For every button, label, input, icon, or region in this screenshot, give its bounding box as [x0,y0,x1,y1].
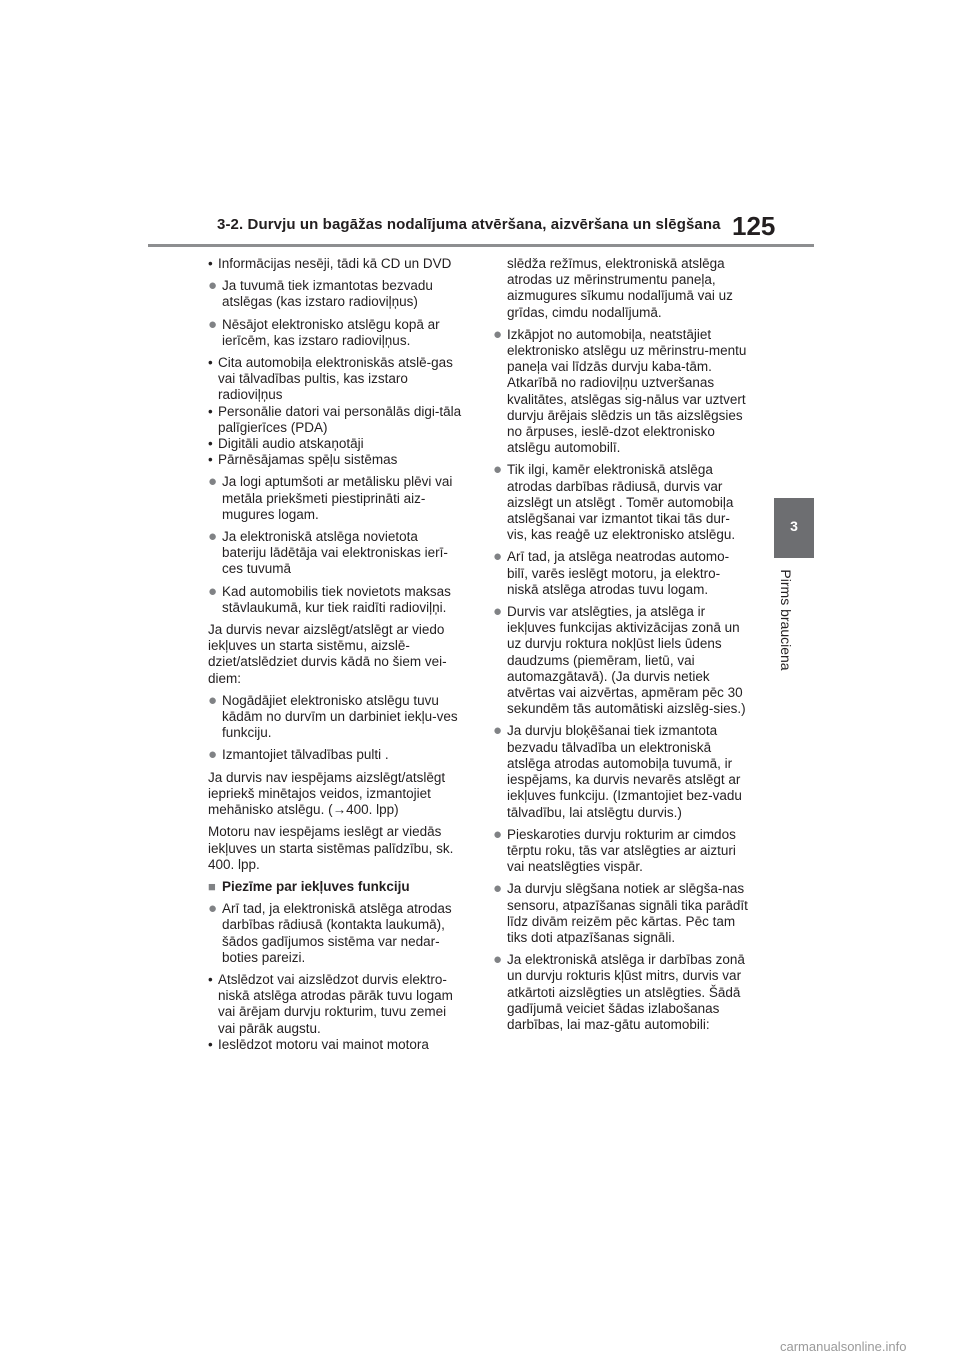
paragraph-text: Izmantojiet tālvadības pulti . [222,747,389,763]
paragraph-text: Arī tad, ja elektroniskā atslēga atrodas darbības rādiusā (kontakta laukumā), šādos gadījumos sistēma var nedar-boties pareizi. [222,901,452,965]
list-item [208,404,463,436]
bullet-circle-icon: ● [208,315,218,333]
paragraph-text: Nogādājiet elektronisko atslēgu tuvu kādām no durvīm un darbiniet iekļu-ves funkciju. [222,692,458,741]
bullet-paragraph [208,529,463,578]
header-divider [148,244,814,247]
right-column [493,256,748,1039]
list-item [208,355,463,404]
page-number: 125 [732,211,776,241]
bullet-paragraph [208,584,463,616]
list-dot-icon: • [208,452,213,468]
paragraph-text: Ieslēdzot motoru vai mainot motora [218,1036,429,1052]
list-dot-icon: • [208,355,213,371]
bullet-paragraph [493,604,748,717]
list-dot-icon: • [208,436,213,452]
bullet-circle-icon: ● [493,825,503,843]
paragraph-text: Pieskaroties durvju rokturim ar cimdos tērptu roku, tās var atslēgties ar aizturi vai neatslēgties vispār. [507,826,736,875]
paragraph-text: Pārnēsājamas spēļu sistēmas [218,452,398,468]
paragraph [208,622,463,687]
paragraph-text: Ja durvju bloķēšanai tiek izmantota bezvadu tālvadība un elektroniskā atslēga atrodas automobiļa tuvumā, ir iespējams, ka durvis nevarēs atslēgt ar iekļuves funkciju. (Izmantojiet bez-vadu tālvadību, lai atslēgtu durvis.) [507,723,742,820]
bullet-circle-icon: ● [208,473,218,491]
paragraph-text: Digitāli audio atskaņotāji [218,436,364,452]
bullet-paragraph [208,317,463,349]
bullet-paragraph [493,723,748,820]
paragraph-text: Arī tad, ja atslēga neatrodas automo-bilī, varēs ieslēgt motoru, ja elektro-niskā atslēga atrodas tuvu logam. [507,549,730,597]
bullet-paragraph [208,693,463,742]
bullet-paragraph [493,549,748,598]
section-title: 3-2. Durvju un bagāžas nodalījuma atvēršana, aizvēršana un slēgšana [217,216,721,233]
paragraph-text: Nēsājot elektronisko atslēgu kopā ar ierīcēm, kas izstaro radioviļņus. [222,316,440,348]
list-item [208,256,463,272]
list-item [208,1037,463,1053]
heading-square-icon: ■ [208,878,216,894]
bullet-circle-icon: ● [493,951,503,969]
bullet-circle-icon: ● [493,722,503,740]
paragraph [493,256,748,321]
list-item [208,436,463,452]
bullet-circle-icon: ● [208,277,218,295]
paragraph-text: Kad automobilis tiek novietots maksas stāvlaukumā, kur tiek raidīti radioviļņi. [222,583,451,615]
left-column [208,256,463,1059]
paragraph-text: Piezīme par iekļuves funkciju [222,878,410,894]
chapter-tab-number: 3 [790,518,798,534]
bullet-paragraph [493,827,748,876]
bullet-paragraph [208,747,463,763]
paragraph-text: Ja elektroniskā atslēga novietota bateriju lādētāja vai elektroniskas ierī-ces tuvumā [222,529,448,577]
bullet-paragraph [208,901,463,966]
paragraph-text: Personālie datori vai personālās digi-tāla palīgierīces (PDA) [218,403,462,435]
bullet-circle-icon: ● [208,746,218,764]
bullet-paragraph [208,278,463,310]
paragraph-text: Ja elektroniskā atslēga ir darbības zonā un durvju rokturis kļūst mitrs, durvis var atkārtoti aizslēgties un atslēgties. Šādā gadījumā veiciet šādas izlabošanas darbības, lai maz-gātu automobili: [507,952,745,1032]
bullet-paragraph [493,952,748,1033]
bullet-circle-icon: ● [493,880,503,898]
list-item [208,972,463,1037]
bullet-circle-icon: ● [208,582,218,600]
bullet-circle-icon: ● [493,548,503,566]
list-dot-icon: • [208,403,213,419]
paragraph-text: Informācijas nesēji, tādi kā CD un DVD [218,256,452,271]
list-dot-icon: • [208,256,213,271]
list-dot-icon: • [208,971,213,987]
subsection-heading [208,879,463,895]
bullet-circle-icon: ● [208,900,218,918]
paragraph-text: Ja tuvumā tiek izmantotas bezvadu atslēgas (kas izstaro radioviļņus) [222,278,433,310]
list-item [208,452,463,468]
bullet-circle-icon: ● [208,691,218,709]
paragraph-text: Ja logi aptumšoti ar metālisku plēvi vai metāla priekšmeti piestiprināti aiz-mugures logam. [222,474,453,522]
chapter-tab[interactable] [774,498,814,558]
bullet-paragraph [208,474,463,523]
bullet-circle-icon: ● [493,325,503,343]
chapter-tab-label: Pirms brauciena [778,569,794,671]
paragraph-text: Tik ilgi, kamēr elektroniskā atslēga atrodas darbības rādiusā, durvis var aizslēgt un atslēgt . Tomēr automobiļa atslēgšanai var izmantot tikai tās dur-vis, kas reaģē uz elektronisko atslēgu. [507,462,736,543]
watermark: carmanualsonline.info [780,1339,907,1354]
bullet-paragraph [493,327,748,457]
paragraph-text: Durvis var atslēgties, ja atslēga ir iekļuves funkcijas aktivizācijas zonā un uz durvju roktura nokļūst liels ūdens daudzums (piemēram, lietū, vai automazgātavā). (Ja durvis netiek atvērtas vai aizvērtas, apmēram pēc 30 sekundēm tās automātiski aizslēg-sies.) [507,604,746,717]
paragraph-text: Izkāpjot no automobiļa, neatstājiet elektronisko atslēgu uz mērinstru-mentu paneļa vai līdzās durvju kaba-tām. Atkarībā no radioviļņu uztveršanas kvalitātes, atslēgas sig-nālus var uztvert durvju ārējais slēdzis un tās aizslēgsies no ārpuses, ieslē-dzot elektronisko atslēgu automobilī. [507,326,747,456]
paragraph-text: slēdža režīmus, elektroniskā atslēga atrodas uz mērinstrumentu paneļa, aizmugures sīkumu nodalījumā vai uz grīdas, cimdu nodalījumā. [507,256,733,320]
bullet-paragraph [493,881,748,946]
paragraph [208,824,463,873]
paragraph-text: Motoru nav iespējams ieslēgt ar viedās iekļuves un starta sistēmas palīdzību, sk. 400. lpp. [208,824,454,872]
bullet-paragraph [493,462,748,543]
paragraph-text: Ja durvis nevar aizslēgt/atslēgt ar viedo iekļuves un starta sistēmu, aizslē-dziet/atslēdziet durvis kādā no šiem vei-diem: [208,622,447,686]
list-dot-icon: • [208,1036,213,1052]
bullet-circle-icon: ● [493,603,503,621]
bullet-circle-icon: ● [493,461,503,479]
paragraph-text: Cita automobiļa elektroniskās atslē-gas vai tālvadības pultis, kas izstaro radioviļņus [218,355,453,403]
paragraph-text: Atslēdzot vai aizslēdzot durvis elektro-niskā atslēga atrodas pārāk tuvu logam vai ārējam durvju rokturim, tuvu zemei vai pārāk augstu. [218,971,453,1036]
paragraph-text: Ja durvju slēgšana notiek ar slēgša-nas sensoru, atpazīšanas signāli tika parādīt līdz divām reizēm pēc kārtas. Pēc tam tiks doti atpazīšanas signāli. [507,881,748,945]
paragraph [208,770,463,819]
bullet-circle-icon: ● [208,528,218,546]
paragraph-text: Ja durvis nav iespējams aizslēgt/atslēgt iepriekš minētajos veidos, izmantojiet mehānisko atslēgu. (→400. lpp) [208,769,446,818]
